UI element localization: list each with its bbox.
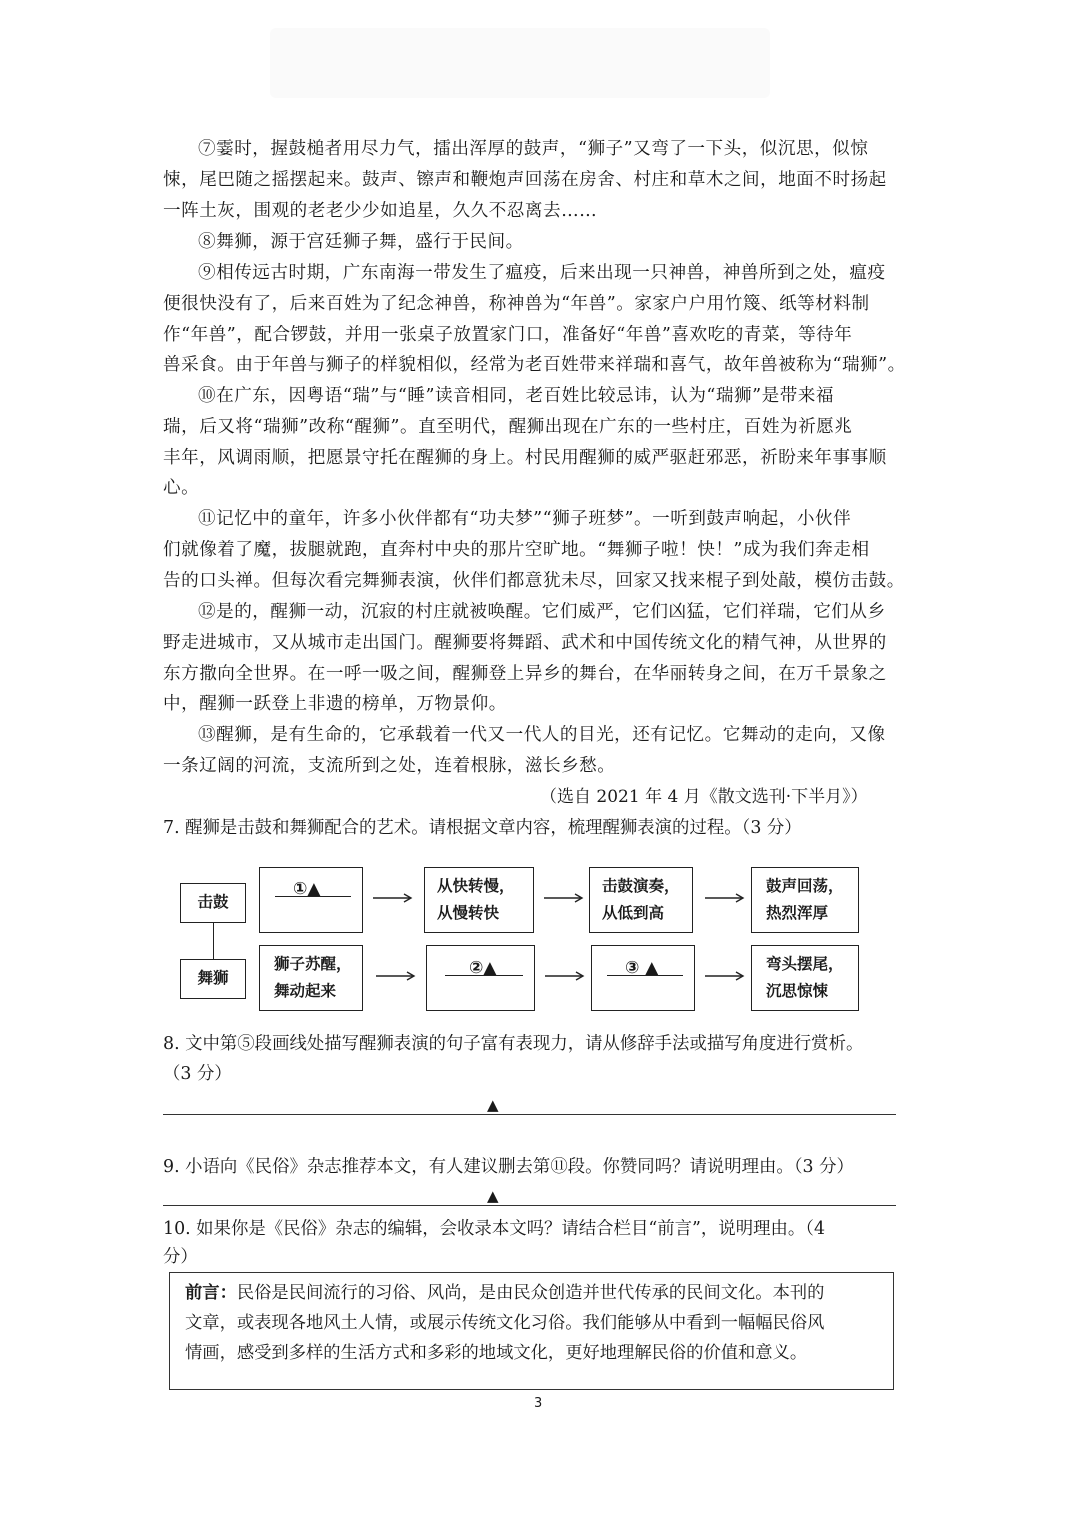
arrow-icon (373, 892, 413, 904)
preface-text: 文章，或表现各地风土人情，或展示传统文化习俗。我们能够从中看到一幅幅民俗风 (185, 1313, 825, 1333)
page-number: 3 (534, 1396, 543, 1411)
question-9-prompt: 9. 小语向《民俗》杂志推荐本文，有人建议删去第⑪段。你赞同吗？请说明理由。（3 分） (163, 1157, 854, 1177)
drum-label: 击鼓 (197, 893, 229, 911)
paragraph-11 (163, 504, 915, 596)
text-line: 中，醒狮一跃登上非遗的榜单，万物景仰。 (163, 694, 507, 715)
blank-2-label: ②▲ (469, 958, 497, 978)
box-text: 舞动起来 (274, 982, 337, 1000)
text-line: ⑧舞狮，源于宫廷狮子舞，盛行于民间。 (198, 232, 524, 252)
paragraph-7 (163, 134, 915, 226)
source-citation: （选自 2021 年 4 月《散文选刊·下半月》） (540, 787, 868, 807)
answer-marker: ▲ (487, 1096, 499, 1114)
lion-label-box (180, 959, 246, 999)
text-line: 们就像着了魔，拔腿就跑，直奔村中央的那片空旷地。“舞狮子啦！快！”成为我们奔走相 (163, 539, 870, 560)
text-line: ⑫是的，醒狮一动，沉寂的村庄就被唤醒。它们威严，它们凶猛，它们祥瑞，它们从乡 (198, 602, 886, 622)
flow-box-drum-play (589, 867, 693, 933)
paragraph-9 (163, 258, 915, 381)
blank-1-label: ①▲ (293, 879, 321, 899)
text-line: 一阵土灰，围观的老老少少如追星，久久不忍离去…… (163, 200, 598, 221)
preface-label: 前言： (185, 1283, 237, 1303)
flow-box-lion-wake (259, 945, 363, 1011)
question-10-points: 分） (163, 1247, 198, 1267)
blank-3-line (607, 975, 683, 976)
text-line: 一条辽阔的河流，支流所到之处，连着根脉，滋长乡愁。 (163, 755, 616, 776)
flow-box-tempo (424, 867, 534, 933)
flow-box-blank-1[interactable] (259, 867, 363, 933)
box-text: 弯头摆尾， (766, 955, 844, 973)
arrow-icon (705, 892, 745, 904)
answer-line-8[interactable] (163, 1114, 896, 1115)
answer-marker: ▲ (487, 1187, 499, 1205)
preface-box (169, 1272, 894, 1390)
text-line: 东方撒向全世界。在一呼一吸之间，醒狮登上异乡的舞台，在华丽转身之间，在万千景象之 (163, 663, 887, 684)
text-line: 丰年，风调雨顺，把愿景守托在醒狮的身上。村民用醒狮的威严驱赶邪恶，祈盼来年事事顺 (163, 447, 887, 468)
arrow-icon (544, 892, 584, 904)
blank-2-line (445, 975, 523, 976)
text-line: ⑦霎时，握鼓槌者用尽力气，擂出浑厚的鼓声，“狮子”又弯了一下头，似沉思，似惊 (198, 139, 869, 159)
blank-3-label: ③ ▲ (625, 958, 659, 978)
arrow-icon (545, 970, 585, 982)
paragraph-10 (163, 381, 915, 504)
paragraph-13 (163, 720, 915, 782)
header-watermark (270, 28, 770, 98)
text-line: 心。 (163, 478, 200, 499)
blank-1-line (275, 896, 351, 897)
flow-box-blank-2[interactable] (426, 945, 535, 1011)
text-line: ⑬醒狮，是有生命的，它承载着一代又一代人的目光，还有记忆。它舞动的走向，又像 (198, 725, 886, 745)
text-line: 便很快没有了，后来百姓为了纪念神兽，称神兽为“年兽”。家家户户用竹篾、纸等材料制 (163, 293, 870, 314)
box-text: 击鼓演奏， (602, 877, 680, 895)
text-line: 野走进城市，又从城市走出国门。醒狮要将舞蹈、武术和中国传统文化的精气神，从世界的 (163, 632, 887, 653)
drum-label-box (180, 883, 246, 923)
box-text: 狮子苏醒， (274, 955, 352, 973)
answer-line-9[interactable] (163, 1205, 896, 1206)
question-8-points: （3 分） (163, 1064, 232, 1084)
flow-box-blank-3[interactable] (591, 945, 695, 1011)
question-7-prompt: 7. 醒狮是击鼓和舞狮配合的艺术。请根据文章内容，梳理醒狮表演的过程。（3 分） (163, 818, 802, 838)
text-line: 瑞，后又将“瑞狮”改称“醒狮”。直至明代，醒狮出现在广东的一些村庄，百姓为祈愿兆 (163, 416, 853, 437)
box-text: 沉思惊悚 (766, 982, 829, 1000)
flow-box-drum-echo (751, 867, 859, 933)
preface-text: 情画，感受到多样的生活方式和多彩的地域文化，更好地理解民俗的价值和意义。 (185, 1343, 808, 1363)
box-text: 从快转慢， (437, 877, 515, 895)
text-line: ⑨相传远古时期，广东南海一带发生了瘟疫，后来出现一只神兽，神兽所到之处，瘟疫 (198, 263, 886, 283)
preface-text: 民俗是民间流行的习俗、风尚，是由民众创造并世代传承的民间文化。本刊的 (236, 1283, 825, 1303)
box-text: 热烈浑厚 (766, 904, 829, 922)
text-line: ⑩在广东，因粤语“瑞”与“睡”读音相同，老百姓比较忌讳，认为“瑞狮”是带来福 (198, 386, 834, 406)
text-line: ⑪记忆中的童年，许多小伙伴都有“功夫梦”“狮子班梦”。一听到鼓声响起，小伙伴 (198, 509, 852, 529)
paragraph-12 (163, 597, 915, 720)
text-line: 作“年兽”，配合锣鼓，并用一张桌子放置家门口，准备好“年兽”喜欢吃的青菜，等待年 (163, 324, 853, 345)
box-text: 从慢转快 (437, 904, 500, 922)
box-text: 从低到高 (602, 904, 665, 922)
question-10-prompt: 10. 如果你是《民俗》杂志的编辑，会收录本文吗？请结合栏目“前言”，说明理由。（4 (163, 1219, 826, 1239)
connector-line (213, 923, 214, 959)
box-text: 鼓声回荡， (766, 877, 844, 895)
arrow-icon (705, 970, 745, 982)
flow-box-lion-bow (751, 945, 859, 1011)
arrow-icon (376, 970, 416, 982)
text-line: 告的口头禅。但每次看完舞狮表演，伙伴们都意犹未尽，回家又找来棍子到处敲，模仿击鼓。 (163, 570, 905, 591)
text-line: 悚，尾巴随之摇摆起来。鼓声、镲声和鞭炮声回荡在房舍、村庄和草木之间，地面不时扬起 (163, 169, 887, 190)
question-8-prompt: 8. 文中第⑤段画线处描写醒狮表演的句子富有表现力，请从修辞手法或描写角度进行赏析。 (163, 1034, 864, 1054)
paragraph-8 (163, 227, 915, 258)
text-line: 兽采食。由于年兽与狮子的样貌相似，经常为老百姓带来祥瑞和喜气，故年兽被称为“瑞狮”。 (163, 355, 906, 376)
lion-label: 舞狮 (197, 969, 229, 987)
